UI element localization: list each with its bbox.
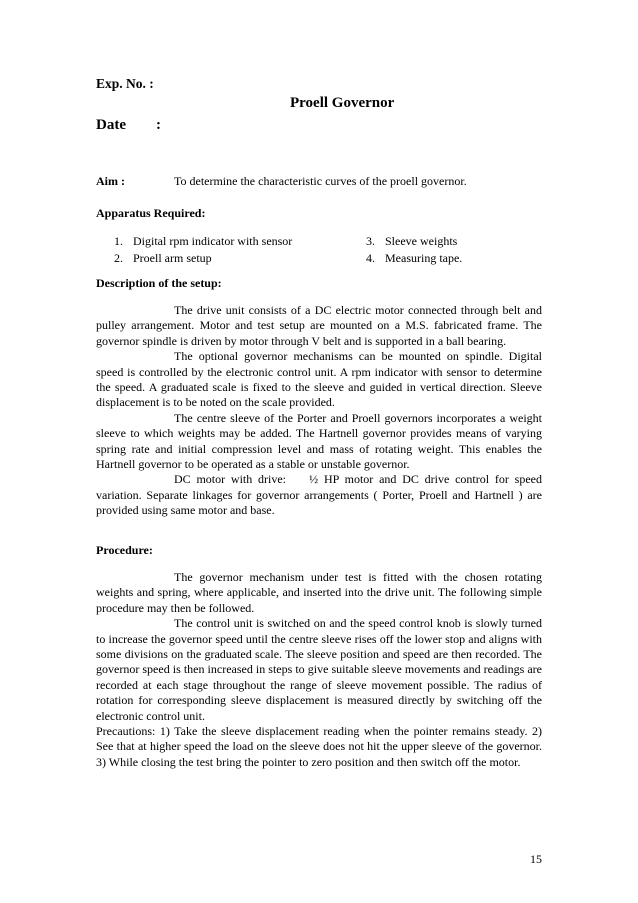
apparatus-list-right bbox=[366, 233, 462, 267]
paragraph: The optional governor mechanisms can be mounted on spindle. Digital speed is controlled by the electronic control unit. A rpm indicator with sensor to determine the speed. A graduated scale is fixed to the sleeve and guided in vertical direction. Sleeve displacement is to be noted on the scale provided. bbox=[96, 349, 542, 410]
page-number: 15 bbox=[530, 852, 542, 866]
paragraph: The governor mechanism under test is fitted with the chosen rotating weights and spring, where applicable, and inserted into the drive unit. The following simple procedure may then be followed. bbox=[96, 570, 542, 615]
precautions-paragraph: Precautions: 1) Take the sleeve displacement reading when the pointer remains steady. 2) See that at higher speed the load on the sleeve does not hit the upper sleeve of the governor. 3) While closing the test bring the pointer to zero position and then switch off the motor. bbox=[96, 724, 542, 769]
paragraph: The drive unit consists of a DC electric motor connected through belt and pulley arrangement. Motor and test setup are mounted on a M.S. fabricated frame. The governor spindle is driven by motor through V belt and is supported in a ball bearing. bbox=[96, 303, 542, 348]
procedure-body bbox=[96, 570, 542, 770]
aim-text: To determine the characteristic curves of the proell governor. bbox=[174, 174, 467, 188]
list-item: 1. Digital rpm indicator with sensor bbox=[114, 234, 293, 248]
exp-no-label: Exp. No. : bbox=[96, 76, 154, 91]
apparatus-heading: Apparatus Required: bbox=[96, 206, 206, 220]
procedure-heading: Procedure: bbox=[96, 543, 153, 557]
aim-label: Aim : bbox=[96, 174, 125, 188]
paragraph: The control unit is switched on and the speed control knob is slowly turned to increase the governor speed until the centre sleeve rises off the lower stop and aligns with some divisions on the graduated scale. The sleeve position and speed are then recorded. The governor speed is then increased in steps to give suitable sleeve movements and readings are recorded at each stage throughout the range of sleeve movement possible. The radius of rotation for corresponding sleeve displacement is measured directly by switching off the electronic control unit. bbox=[96, 616, 542, 723]
paragraph: The centre sleeve of the Porter and Proell governors incorporates a weight sleeve to which weights may be added. The Hartnell governor provides means of varying spring rate and initial compression level and mass of rotating weight. This enables the Hartnell governor to be operated as a stable or unstable governor. bbox=[96, 410, 542, 472]
apparatus-list-left bbox=[114, 233, 292, 267]
date-label: Date bbox=[96, 117, 126, 133]
paragraph: DC motor with drive: ½ HP motor and DC drive control for speed variation. Separate linkages for governor arrangements ( Porter, Proell and Hartnell ) are provided using same motor and base. bbox=[96, 472, 545, 518]
description-heading: Description of the setup: bbox=[96, 276, 222, 290]
description-body bbox=[96, 303, 545, 519]
list-item: 4. Measuring tape. bbox=[366, 251, 463, 265]
date-colon: : bbox=[156, 117, 161, 133]
list-item: 3. Sleeve weights bbox=[366, 234, 458, 248]
list-item: 2. Proell arm setup bbox=[114, 251, 212, 265]
document-title: Proell Governor bbox=[290, 95, 395, 111]
